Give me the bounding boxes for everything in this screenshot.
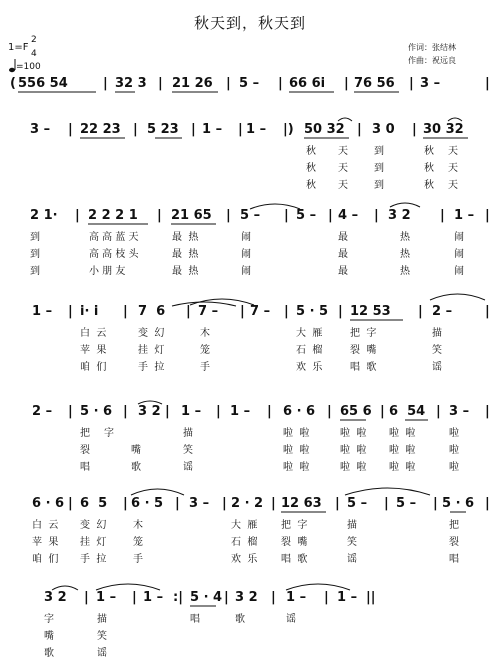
barline: |	[335, 496, 340, 511]
barline: |)	[283, 122, 294, 137]
barline: |	[328, 208, 333, 223]
barline: |	[412, 122, 417, 137]
quarter-note-icon	[9, 68, 15, 72]
lyric-verse-3: 秋	[306, 180, 316, 191]
note-group: 2 · 2	[231, 496, 264, 511]
barline: |	[324, 590, 329, 605]
barline: |	[485, 76, 490, 91]
barline: |	[485, 404, 490, 419]
time-signature-top: 2	[31, 35, 37, 45]
lyric-verse-2: 闹	[454, 249, 464, 260]
note-group: 30 32	[423, 122, 464, 137]
note-group: 7 6	[138, 304, 166, 319]
barline: |	[157, 208, 162, 223]
note-group: 1 –	[230, 404, 251, 419]
note-group: 1 –	[286, 590, 307, 605]
lyric-verse-3: 歌	[131, 462, 141, 473]
note-group: 3 –	[30, 122, 51, 137]
note-group: 1 –	[32, 304, 53, 319]
lyric-verse-1: 字	[104, 428, 114, 439]
note-group: 76 56	[354, 76, 395, 91]
lyric-verse-1: 最	[338, 232, 348, 243]
lyric-verse-2: 笑	[97, 631, 107, 642]
note-group: 7 –	[198, 304, 219, 319]
lyric-verse-2: 裂 嘴	[350, 345, 377, 356]
barline: |	[165, 404, 170, 419]
lyric-verse-1: 描	[347, 520, 357, 531]
barline: |	[123, 496, 128, 511]
lyric-verse-1: 变 幻	[80, 520, 107, 531]
note-group: 3 2	[388, 208, 411, 223]
lyric-verse-3: 小 朋 友	[89, 266, 126, 277]
lyric-verse-3: 手	[133, 554, 143, 565]
lyric-verse-1: 描	[183, 428, 193, 439]
composer-credit: 作曲：祝远良	[408, 56, 456, 65]
lyric-verse-3: 啦	[449, 462, 459, 473]
lyric-verse-3: 谣	[97, 648, 107, 659]
lyric-verse-1: 描	[97, 614, 107, 625]
lyric-verse-1: 热	[400, 232, 410, 243]
lyric-verse-1: 啦	[449, 428, 459, 439]
barline: |	[271, 496, 276, 511]
note-group: 3 2	[138, 404, 161, 419]
lyric-verse-1: 歌	[235, 614, 245, 625]
note-group: 2 2 2 1	[88, 208, 138, 223]
note-group: 4 –	[338, 208, 359, 223]
tempo-marking: =100	[16, 62, 41, 72]
barline: |	[485, 208, 490, 223]
lyric-verse-3: 闹	[241, 266, 251, 277]
barline: |	[75, 208, 80, 223]
lyric-verse-2: 天	[338, 163, 348, 174]
note-group: 5 –	[240, 208, 261, 223]
slur	[448, 118, 462, 121]
lyric-verse-1: 谣	[286, 614, 296, 625]
lyric-verse-2: 嘴	[44, 631, 54, 642]
barline: |	[222, 496, 227, 511]
barline: |	[68, 404, 73, 419]
barline: |	[284, 304, 289, 319]
barline: |	[380, 404, 385, 419]
note-group: 2 –	[32, 404, 53, 419]
lyric-verse-1: 白 云	[80, 328, 107, 339]
tie	[131, 489, 184, 495]
note-group: 5 23	[147, 122, 179, 137]
barline: |	[357, 122, 362, 137]
lyric-verse-2: 闹	[241, 249, 251, 260]
note-group: 21 65	[171, 208, 212, 223]
note-group: 5 –	[347, 496, 368, 511]
barline: |	[226, 76, 231, 91]
note-group: 21 26	[172, 76, 213, 91]
lyric-verse-2: 嘴	[131, 445, 141, 456]
lyric-verse-1: 把	[449, 520, 459, 531]
slur	[390, 203, 420, 207]
barline: |	[68, 122, 73, 137]
barline: |	[433, 496, 438, 511]
note-group: 1 –	[143, 590, 164, 605]
lyric-verse-2: 笑	[432, 345, 442, 356]
barline: |	[133, 122, 138, 137]
lyric-verse-2: 苹 果	[80, 345, 107, 356]
lyric-verse-2: 热	[400, 249, 410, 260]
lyric-verse-1: 秋	[424, 146, 434, 157]
lyric-verse-3: 最 热	[172, 266, 199, 277]
lyric-verse-2: 啦 啦	[283, 445, 310, 456]
lyric-verse-2: 石 榴	[296, 345, 323, 356]
lyric-verse-2: 笼	[133, 537, 143, 548]
lyric-verse-3: 谣	[183, 462, 193, 473]
note-group: 5 · 4	[190, 590, 223, 605]
lyric-verse-3: 到	[30, 266, 40, 277]
lyric-verse-3: 啦 啦	[283, 462, 310, 473]
lyric-verse-3: 秋	[424, 180, 434, 191]
lyric-verse-3: 热	[400, 266, 410, 277]
note-group: 3 2	[44, 590, 67, 605]
barline: |	[175, 496, 180, 511]
note-group: 3 0	[372, 122, 395, 137]
note-group: (	[10, 76, 16, 91]
lyric-verse-2: 啦 啦	[389, 445, 416, 456]
barline: |	[485, 304, 490, 319]
lyric-verse-3: 咱 们	[80, 362, 107, 373]
note-group: 1 –	[202, 122, 223, 137]
note-group: 3 2	[235, 590, 258, 605]
barline: |	[103, 76, 108, 91]
lyric-verse-1: 大 雁	[296, 328, 323, 339]
lyric-verse-2: 苹 果	[32, 537, 59, 548]
barline: |	[123, 404, 128, 419]
lyric-verse-3: 啦 啦	[340, 462, 367, 473]
barline: |	[327, 404, 332, 419]
note-group: 5 · 6	[80, 404, 113, 419]
tie	[345, 488, 430, 495]
lyric-verse-3: 唱	[80, 462, 90, 473]
lyric-verse-3: 唱 歌	[281, 554, 308, 565]
note-group: 3 –	[189, 496, 210, 511]
note-group: 50 32	[304, 122, 345, 137]
lyric-verse-1: 描	[432, 328, 442, 339]
barline: |	[224, 590, 229, 605]
barline: |	[68, 496, 73, 511]
lyric-verse-1: 白 云	[32, 520, 59, 531]
note-group: 3 –	[420, 76, 441, 91]
note-group: 12 63	[281, 496, 322, 511]
lyric-verse-1: 大 雁	[231, 520, 258, 531]
barline: |	[284, 208, 289, 223]
tie	[430, 294, 485, 300]
note-group: 1 –	[337, 590, 358, 605]
lyricist-credit: 作词：张结林	[408, 43, 456, 52]
lyric-verse-2: 挂 灯	[138, 345, 165, 356]
lyric-verse-2: 石 榴	[231, 537, 258, 548]
barline: |	[84, 590, 89, 605]
note-group: 6 · 6	[283, 404, 316, 419]
note-group: 6 5	[80, 496, 108, 511]
lyric-verse-1: 啦 啦	[389, 428, 416, 439]
lyric-verse-1: 高 高 蓝 天	[89, 232, 139, 243]
lyric-verse-3: 手 拉	[138, 362, 165, 373]
lyric-verse-2: 高 高 枝 头	[89, 249, 139, 260]
note-group: i· i	[80, 304, 99, 319]
lyric-verse-2: 秋	[306, 163, 316, 174]
note-group: 3 –	[449, 404, 470, 419]
barline: :|	[173, 590, 183, 605]
barline: |	[384, 496, 389, 511]
lyric-verse-1: 天	[448, 146, 458, 157]
barline: |	[186, 304, 191, 319]
lyric-verse-2: 笑	[183, 445, 193, 456]
note-group: 7 –	[250, 304, 271, 319]
note-group: 65 6	[340, 404, 372, 419]
note-group: 2 –	[432, 304, 453, 319]
lyric-verse-1: 啦 啦	[283, 428, 310, 439]
note-group: 6 · 5	[131, 496, 164, 511]
lyric-verse-2: 秋	[424, 163, 434, 174]
lyric-verse-1: 唱	[190, 614, 200, 625]
lyric-verse-1: 把 字	[281, 520, 308, 531]
lyric-verse-2: 裂	[449, 537, 459, 548]
lyric-verse-1: 到	[30, 232, 40, 243]
lyric-verse-2: 笑	[347, 537, 357, 548]
key-signature: 1=F	[8, 42, 29, 53]
lyric-verse-1: 把 字	[350, 328, 377, 339]
slur	[338, 118, 352, 121]
lyric-verse-1: 秋	[306, 146, 316, 157]
barline: |	[485, 496, 490, 511]
lyric-verse-3: 天	[338, 180, 348, 191]
barline: |	[436, 404, 441, 419]
note-group: 12 53	[350, 304, 391, 319]
lyric-verse-3: 最	[338, 266, 348, 277]
barline: |	[278, 76, 283, 91]
lyric-verse-3: 手	[200, 362, 210, 373]
lyric-verse-3: 唱 歌	[350, 362, 377, 373]
lyric-verse-1: 天	[338, 146, 348, 157]
barline: |	[271, 590, 276, 605]
lyric-verse-1: 把	[80, 428, 90, 439]
lyric-verse-3: 到	[374, 180, 384, 191]
barline: |	[344, 76, 349, 91]
note-group: 5 · 5	[296, 304, 329, 319]
lyric-verse-1: 最 热	[172, 232, 199, 243]
note-group: 1 –	[181, 404, 202, 419]
barline: |	[158, 76, 163, 91]
lyric-verse-2: 最 热	[172, 249, 199, 260]
lyric-verse-3: 谣	[432, 362, 442, 373]
lyric-verse-3: 欢 乐	[296, 362, 323, 373]
barline: |	[338, 304, 343, 319]
barline: |	[191, 122, 196, 137]
lyric-verse-1: 到	[374, 146, 384, 157]
note-group: 5 –	[239, 76, 260, 91]
lyric-verse-3: 啦 啦	[389, 462, 416, 473]
lyric-verse-2: 到	[30, 249, 40, 260]
note-group: 66 6i	[289, 76, 326, 91]
note-group: 556 54	[18, 76, 68, 91]
barline: |	[409, 76, 414, 91]
lyric-verse-2: 啦 啦	[340, 445, 367, 456]
lyric-verse-2: 笼	[200, 345, 210, 356]
lyric-verse-3: 欢 乐	[231, 554, 258, 565]
note-group: 1 –	[96, 590, 117, 605]
barline: |	[132, 590, 137, 605]
time-signature-bottom: 4	[31, 49, 37, 59]
lyric-verse-1: 木	[200, 328, 210, 339]
note-group: 6 · 6	[32, 496, 65, 511]
note-group: 5 –	[396, 496, 417, 511]
note-group: 22 23	[80, 122, 121, 137]
lyric-verse-3: 咱 们	[32, 554, 59, 565]
barline: |	[123, 304, 128, 319]
lyric-verse-2: 挂 灯	[80, 537, 107, 548]
lyric-verse-1: 闹	[454, 232, 464, 243]
barline: |	[374, 208, 379, 223]
barline: |	[226, 208, 231, 223]
lyric-verse-1: 啦 啦	[340, 428, 367, 439]
lyric-verse-3: 谣	[347, 554, 357, 565]
note-group: 2 1·	[30, 208, 58, 223]
lyric-verse-1: 字	[44, 614, 54, 625]
barline: |	[68, 304, 73, 319]
barline: |	[240, 304, 245, 319]
lyric-verse-2: 最	[338, 249, 348, 260]
note-group: 32 3	[115, 76, 147, 91]
lyric-verse-3: 歌	[44, 648, 54, 659]
note-group: 6 54	[389, 404, 426, 419]
barline: |	[440, 208, 445, 223]
note-group: 5 –	[296, 208, 317, 223]
lyric-verse-2: 天	[448, 163, 458, 174]
lyric-verse-2: 裂	[80, 445, 90, 456]
lyric-verse-1: 闹	[241, 232, 251, 243]
barline: |	[216, 404, 221, 419]
lyric-verse-1: 木	[133, 520, 143, 531]
barline: |	[418, 304, 423, 319]
lyric-verse-3: 手 拉	[80, 554, 107, 565]
note-group: 1 –	[454, 208, 475, 223]
barline: |	[238, 122, 243, 137]
barline: |	[267, 404, 272, 419]
song-title: 秋天到，秋天到	[193, 14, 306, 32]
lyric-verse-2: 啦	[449, 445, 459, 456]
note-group: 5 · 6	[442, 496, 475, 511]
lyric-verse-1: 变 幻	[138, 328, 165, 339]
lyric-verse-3: 天	[448, 180, 458, 191]
lyric-verse-2: 裂 嘴	[281, 537, 308, 548]
lyric-verse-3: 唱	[449, 554, 459, 565]
lyric-verse-3: 闹	[454, 266, 464, 277]
barline: ||	[366, 590, 376, 605]
lyric-verse-2: 到	[374, 163, 384, 174]
note-group: 1 –	[246, 122, 267, 137]
